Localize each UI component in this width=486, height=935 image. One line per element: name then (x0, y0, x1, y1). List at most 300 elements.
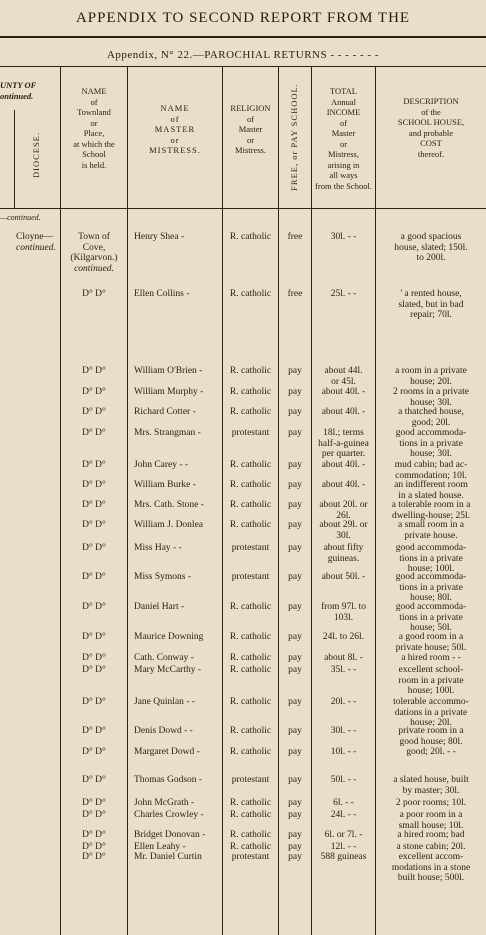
income-line: half-a-guinea (318, 438, 369, 449)
income-line: 20l. - - (330, 697, 357, 707)
description-line: private house. (404, 530, 458, 541)
master-cell: Miss Symons - (134, 572, 192, 582)
income-line: 10l. - - (330, 747, 357, 757)
description-cell (378, 543, 484, 575)
income-line: about 40l. - (321, 480, 366, 490)
place-cell (61, 460, 127, 471)
place-cell (61, 602, 127, 613)
header-line: Townland (77, 107, 111, 117)
religion-cell: protestant (231, 543, 270, 553)
master-cell: William O'Brien - (134, 366, 203, 376)
place-cell (61, 289, 127, 300)
header-line: Mistress, (328, 149, 359, 159)
income-line: per quarter. (321, 449, 366, 459)
school-type-cell: pay (288, 747, 302, 757)
place-line: D° D° (82, 500, 106, 510)
description-cell (378, 407, 484, 428)
header-line: of (339, 117, 348, 128)
place-line: D° D° (82, 572, 106, 582)
master-cell: Mrs. Cath. Stone - (134, 500, 204, 510)
description-line: private house; 50l. (395, 642, 467, 653)
description-line: good house; 80l. (399, 736, 463, 747)
school-type-cell: pay (288, 543, 302, 553)
income-cell (312, 428, 375, 460)
description-line: house; 30l. (410, 449, 452, 459)
religion-cell: R. catholic (229, 726, 272, 736)
income-line: 30l. - - (330, 232, 357, 242)
religion-cell: R. catholic (229, 747, 272, 757)
income-cell (312, 830, 375, 841)
religion-cell: R. catholic (229, 289, 272, 299)
header-line: or (246, 134, 255, 145)
income-line: guineas. (327, 553, 360, 564)
income-cell (312, 775, 375, 786)
religion-cell: protestant (231, 775, 270, 785)
place-cell (61, 480, 127, 491)
school-type-cell: pay (288, 852, 302, 862)
income-line: 18l.; terms (323, 428, 364, 438)
income-cell (312, 852, 375, 863)
religion-cell: R. catholic (229, 520, 272, 530)
income-cell (312, 810, 375, 821)
religion-cell: R. catholic (229, 387, 272, 397)
place-line: D° D° (82, 387, 106, 397)
school-type-cell: pay (288, 366, 302, 376)
description-line: good accommoda- (395, 572, 467, 582)
description-cell (378, 428, 484, 460)
place-line: D° D° (82, 460, 106, 470)
header-line: all ways (329, 170, 358, 180)
header-line: COST (420, 138, 442, 148)
place-cell (61, 428, 127, 439)
school-type-cell: pay (288, 460, 302, 470)
description-line: excellent accom- (398, 852, 464, 862)
description-line: a room in a private (395, 366, 467, 376)
header-line: thereof. (417, 148, 445, 159)
place-line: continued. (74, 263, 114, 274)
income-cell (312, 387, 375, 398)
master-cell: Charles Crowley - (134, 810, 204, 820)
religion-cell: R. catholic (229, 653, 272, 663)
description-line: good; 20l. (411, 417, 451, 428)
header-line: INCOME (326, 107, 361, 117)
religion-cell: R. catholic (229, 632, 272, 642)
income-header (312, 86, 375, 191)
description-line: a good spacious (400, 232, 462, 242)
place-cell (61, 653, 127, 664)
place-line: D° D° (82, 810, 106, 820)
description-cell (378, 852, 484, 884)
school-type-cell: pay (288, 520, 302, 530)
description-cell (378, 289, 484, 321)
income-cell (312, 572, 375, 583)
col-rule (375, 66, 376, 935)
income-line: or 45l. (331, 376, 356, 387)
rule-header-bottom (0, 208, 486, 209)
col-rule (14, 110, 15, 208)
income-line: about 40l. - (321, 407, 366, 417)
description-header (376, 96, 486, 159)
income-line: from 97l. to (320, 602, 367, 612)
description-line: commodation; 10l. (395, 470, 467, 481)
description-cell (378, 830, 484, 841)
description-line: tions in a private (399, 438, 463, 449)
place-line: D° D° (82, 842, 106, 852)
header-line: Master (331, 128, 356, 138)
header-line: of (170, 113, 180, 124)
description-line: a small room in a (398, 520, 464, 530)
description-line: a hired room - - (401, 653, 461, 663)
place-line: D° D° (82, 665, 106, 675)
description-line: tions in a private (399, 612, 463, 623)
county-header: UNTY OF ontinued. (0, 80, 37, 101)
description-line: good accommoda- (395, 543, 467, 553)
income-line: 6l. or 7l. - (324, 830, 363, 840)
master-cell: Ellen Leahy - (134, 842, 186, 852)
diocese-header: DIOCESE. (31, 132, 41, 179)
description-cell (378, 480, 484, 501)
income-cell (312, 842, 375, 853)
description-line: small house; 10l. (398, 820, 464, 831)
place-cell (61, 852, 127, 863)
religion-cell: R. catholic (229, 830, 272, 840)
income-line: 12l. - - (330, 842, 357, 852)
description-line: slated, but in bad (398, 299, 464, 310)
header-line: continued. (16, 242, 56, 253)
header-line: and probable (408, 127, 454, 138)
description-line: tions in a private (399, 553, 463, 564)
header-line: or (90, 117, 98, 128)
place-cell (61, 387, 127, 398)
place-line: Town of (78, 232, 110, 242)
header-line: NAME (81, 86, 107, 96)
income-line: 35l. - - (330, 665, 357, 675)
description-line: in a slated house. (398, 490, 464, 501)
description-line: private room in a (398, 726, 464, 736)
school-type-cell: pay (288, 572, 302, 582)
income-cell (312, 697, 375, 708)
master-cell: John Carey - - (134, 460, 189, 470)
master-cell: Miss Hay - - (134, 543, 182, 553)
description-cell (378, 632, 484, 653)
income-cell (312, 747, 375, 758)
description-line: a poor room in a (399, 810, 463, 820)
income-line: 25l. - - (330, 289, 357, 299)
religion-cell: R. catholic (229, 480, 272, 490)
place-line: D° D° (82, 830, 106, 840)
description-line: house; 20l. (410, 718, 452, 728)
income-cell (312, 460, 375, 471)
place-cell (61, 407, 127, 418)
master-cell: Ellen Collins - (134, 289, 190, 299)
header-line: Mistress. (235, 145, 266, 155)
religion-cell: R. catholic (229, 842, 272, 852)
header-line: Cloyne— (16, 232, 53, 242)
header-line: Place, (83, 128, 105, 138)
income-line: about 40l. - (321, 460, 366, 470)
place-cell (61, 697, 127, 708)
description-line: a thatched house, (398, 407, 464, 417)
description-line: good accommoda- (395, 428, 467, 438)
description-cell (378, 842, 484, 853)
description-cell (378, 775, 484, 796)
place-line: D° D° (82, 480, 106, 490)
header-line: DESCRIPTION (403, 96, 459, 106)
description-line: a good room in a (398, 632, 464, 642)
income-line: about fifty (323, 543, 364, 553)
description-cell (378, 810, 484, 831)
header-line: School (82, 149, 106, 159)
place-cell (61, 747, 127, 758)
religion-cell: protestant (231, 572, 270, 582)
place-line: D° D° (82, 543, 106, 553)
page-subtitle: Appendix, N° 22.—PAROCHIAL RETURNS - - - - - - - (106, 49, 379, 61)
school-type-cell: pay (288, 407, 302, 417)
page-title: APPENDIX TO SECOND REPORT FROM THE (75, 10, 411, 26)
master-cell: Denis Dowd - - (134, 726, 193, 736)
income-line: 6l. - - (333, 798, 354, 808)
place-line: D° D° (82, 602, 106, 612)
school-type-cell: free (287, 232, 303, 242)
place-cell (61, 366, 127, 377)
diocese-entry (16, 232, 56, 253)
school-type-cell: pay (288, 500, 302, 510)
description-line: house; 50l. (410, 623, 452, 633)
income-line: 30l. - - (330, 726, 357, 736)
header-line: arising in (327, 159, 360, 170)
place-cell (61, 830, 127, 841)
description-line: an indifferent room (394, 480, 468, 490)
place-line: D° D° (82, 520, 106, 530)
description-line: by master; 30l. (402, 785, 460, 796)
description-line: dations in a private (394, 707, 468, 718)
description-cell (378, 726, 484, 747)
description-line: tolerable accommo- (393, 697, 469, 707)
description-cell (378, 697, 484, 729)
place-cell (61, 232, 127, 274)
income-cell (312, 798, 375, 809)
religion-cell: R. catholic (229, 407, 272, 417)
header-line: is held. (81, 159, 107, 170)
school-type-cell: pay (288, 830, 302, 840)
master-cell: William J. Donlea (134, 520, 204, 530)
master-cell: Mr. Daniel Curtin (134, 852, 202, 862)
income-cell (312, 407, 375, 418)
place-line: D° D° (82, 775, 106, 785)
income-cell (312, 665, 375, 676)
religion-cell: R. catholic (229, 798, 272, 808)
place-cell (61, 520, 127, 531)
income-cell (312, 520, 375, 541)
header-line: or (339, 138, 348, 149)
header-line: Master (238, 124, 263, 134)
income-line: about 8l. - (324, 653, 363, 663)
place-line: D° D° (82, 428, 106, 438)
master-cell: Thomas Godson - (134, 775, 203, 785)
description-cell (378, 665, 484, 697)
income-line: 50l. - - (330, 775, 357, 785)
income-line: about 29l. or (319, 520, 368, 530)
description-cell (378, 602, 484, 634)
description-cell (378, 232, 484, 264)
school-type-cell: pay (288, 665, 302, 675)
place-line: (Kilgarvon.) (70, 253, 118, 263)
master-cell: William Murphy - (134, 387, 204, 397)
place-line: D° D° (82, 697, 106, 707)
description-line: good; 20l. - - (406, 747, 456, 757)
description-cell (378, 798, 484, 809)
header-line: NAME (160, 103, 190, 113)
place-line: D° D° (82, 726, 106, 736)
school-type-cell: pay (288, 387, 302, 397)
religion-header (223, 103, 278, 156)
income-line: 30l. (336, 530, 351, 541)
master-cell: Daniel Hart - (134, 602, 185, 612)
header-line: at which the (73, 138, 115, 149)
school-type-cell: pay (288, 697, 302, 707)
master-cell: Cath. Conway - (134, 653, 194, 663)
religion-cell: R. catholic (229, 500, 272, 510)
master-cell: Maurice Downing (134, 632, 204, 642)
school-type-cell: pay (288, 480, 302, 490)
description-line: good accommoda- (395, 602, 467, 612)
description-line: 2 poor rooms; 10l. (395, 798, 467, 808)
school-type-cell: pay (288, 798, 302, 808)
place-cell (61, 572, 127, 583)
rule-top (0, 36, 486, 38)
header-line: Annual (330, 96, 357, 107)
school-type-cell: free (287, 289, 303, 299)
religion-cell: R. catholic (229, 810, 272, 820)
place-line: D° D° (82, 747, 106, 757)
header-line: MISTRESS. (149, 145, 201, 155)
school-type-cell: pay (288, 810, 302, 820)
description-line: dwelling-house; 25l. (391, 510, 471, 521)
place-cell (61, 543, 127, 554)
income-cell (312, 480, 375, 491)
income-cell (312, 366, 375, 387)
description-cell (378, 460, 484, 481)
religion-cell: R. catholic (229, 232, 272, 242)
income-line: 26l. (336, 510, 351, 521)
religion-cell: protestant (231, 428, 270, 438)
master-cell: Margaret Dowd - (134, 747, 200, 757)
income-cell (312, 632, 375, 643)
description-cell (378, 747, 484, 758)
master-cell: John McGrath - (134, 798, 195, 808)
place-line: D° D° (82, 289, 106, 299)
religion-cell: R. catholic (229, 366, 272, 376)
description-cell (378, 366, 484, 387)
income-cell (312, 232, 375, 243)
description-cell (378, 520, 484, 541)
description-line: house, slated; 150l. (394, 242, 468, 253)
master-header (128, 103, 222, 156)
master-cell: Mary McCarthy - (134, 665, 202, 675)
description-line: a slated house, built (393, 775, 469, 785)
master-cell: Henry Shea - (134, 232, 185, 242)
free-pay-header: FREE, or PAY SCHOOL. (289, 83, 299, 191)
description-line: house; 30l. (410, 397, 452, 408)
description-line: ' a rented house, (400, 289, 462, 299)
income-line: 24l. to 26l. (322, 632, 365, 642)
description-line: mud cabin; bad ac- (394, 460, 468, 470)
col-rule (127, 66, 128, 935)
header-line: of (246, 113, 255, 124)
place-line: D° D° (82, 653, 106, 663)
description-cell (378, 653, 484, 664)
description-cell (378, 500, 484, 521)
place-line: D° D° (82, 407, 106, 417)
school-type-cell: pay (288, 726, 302, 736)
place-cell (61, 665, 127, 676)
place-line: D° D° (82, 852, 106, 862)
description-cell (378, 387, 484, 408)
header-line: of the (421, 106, 441, 117)
school-type-cell: pay (288, 602, 302, 612)
place-line: Cove, (82, 242, 106, 253)
income-line: 24l. - - (330, 810, 357, 820)
description-line: house; 20l. (410, 376, 452, 387)
income-line: about 40l. - (321, 387, 366, 397)
income-line: about 50l. - (321, 572, 366, 582)
description-line: a stone cabin; 20l. (396, 842, 466, 852)
description-line: house; 80l. (410, 593, 452, 603)
description-line: built house; 500l. (397, 873, 465, 883)
school-type-cell: pay (288, 653, 302, 663)
description-line: excellent school- (398, 665, 464, 675)
income-cell (312, 289, 375, 300)
header-line: SCHOOL HOUSE, (397, 117, 465, 127)
header-line: from the School. (315, 180, 372, 191)
income-line: about 20l. or (319, 500, 368, 510)
master-cell: Bridget Donovan - (134, 830, 206, 840)
income-cell (312, 500, 375, 521)
religion-cell: R. catholic (229, 460, 272, 470)
master-cell: Richard Cotter - (134, 407, 196, 417)
place-cell (61, 798, 127, 809)
rule-header-top (0, 66, 486, 67)
header-line: or (170, 134, 180, 145)
income-cell (312, 602, 375, 623)
income-line: 588 guineas (320, 852, 367, 862)
school-type-cell: pay (288, 775, 302, 785)
school-type-cell: pay (288, 842, 302, 852)
description-line: room in a private (398, 675, 464, 686)
description-line: to 200l. (416, 253, 446, 263)
description-line: a tolerable room in a (391, 500, 471, 510)
place-line: D° D° (82, 798, 106, 808)
income-cell (312, 653, 375, 664)
place-line: D° D° (82, 632, 106, 642)
school-type-cell: pay (288, 428, 302, 438)
header-line: MASTER (154, 124, 196, 134)
place-cell (61, 810, 127, 821)
description-line: 2 rooms in a private (393, 387, 469, 397)
place-cell (61, 842, 127, 853)
description-line: house; 100l. (407, 686, 455, 696)
header-line: RELIGION (230, 103, 271, 113)
continued-marker: —continued. (0, 213, 41, 222)
description-cell (378, 572, 484, 604)
description-line: modations in a stone (391, 862, 471, 873)
master-cell: Jane Quinlan - - (134, 697, 195, 707)
place-cell (61, 632, 127, 643)
master-cell: Mrs. Strangman - (134, 428, 201, 438)
description-line: repair; 70l. (410, 310, 452, 320)
income-line: about 44l. (324, 366, 363, 376)
religion-cell: R. catholic (229, 602, 272, 612)
